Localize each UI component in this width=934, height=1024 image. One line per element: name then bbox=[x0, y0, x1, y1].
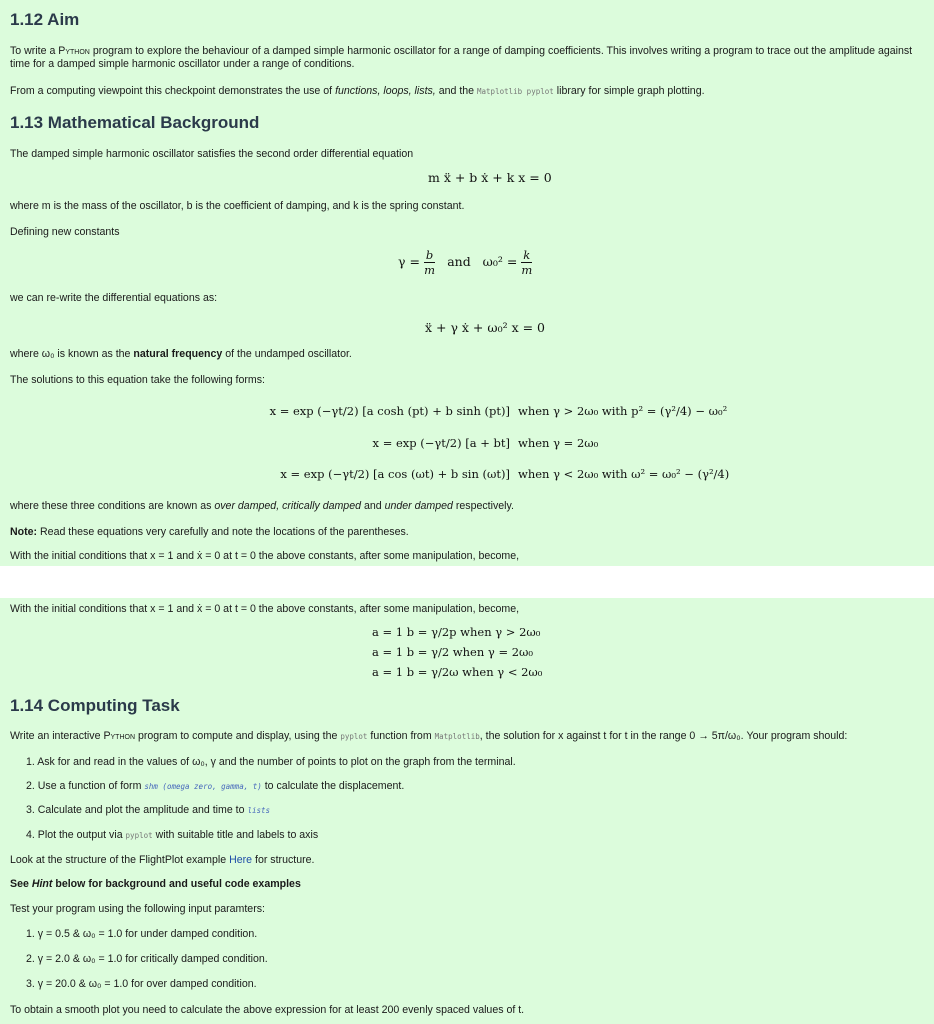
text: Write an interactive bbox=[10, 730, 101, 742]
text: , the solution for x against t for t in the range 0 → 5π/ω₀. Your program should: bbox=[479, 730, 848, 742]
math-paragraph-7 bbox=[10, 500, 514, 513]
numerator: b bbox=[425, 248, 434, 262]
text: program to explore the behaviour of a damped simple harmonic oscillator for a range of damping coefficients. This involves writing a program to trace out the amplitude against time for a damped simple harmonic oscillator under a range of conditions. bbox=[10, 45, 913, 70]
text: From a computing viewpoint this checkpoint demonstrates the use of bbox=[10, 85, 333, 97]
text: and the bbox=[438, 85, 475, 97]
text: to calculate the displacement. bbox=[264, 780, 405, 792]
task-paragraph-1 bbox=[10, 730, 847, 743]
text: Look at the structure of the FlightPlot example bbox=[10, 854, 227, 866]
math-paragraph-3: Defining new constants bbox=[10, 226, 120, 238]
solution-over-damped: x = exp (−γt/2) [a cosh (pt) + b sinh (pt)] bbox=[269, 404, 510, 418]
emphasis: under damped bbox=[384, 500, 453, 512]
and-word: and bbox=[447, 254, 471, 269]
equation-reduced: ẍ + γ ẋ + ω₀² x = 0 bbox=[425, 320, 545, 335]
bold-text: natural frequency bbox=[133, 348, 223, 360]
list-item bbox=[26, 829, 318, 841]
denominator: m bbox=[424, 263, 436, 277]
condition-critical: when γ = 2ω₀ bbox=[518, 436, 599, 450]
text: with suitable title and labels to axis bbox=[155, 829, 319, 841]
bold-text: See bbox=[10, 878, 29, 890]
initial-conditions-text: With the initial conditions that x = 1 and ẋ = 0 at t = 0 the above constants, after some manipulation, become, bbox=[10, 603, 520, 615]
fraction-k-over-m bbox=[521, 248, 532, 277]
solution-critical: x = exp (−γt/2) [a + bt] bbox=[372, 436, 510, 450]
text: where ω₀ is known as the bbox=[10, 348, 131, 360]
text: 2. Use a function of form bbox=[26, 780, 142, 792]
condition-under-damped: when γ < 2ω₀ with ω² = ω₀² − (γ²/4) bbox=[518, 467, 730, 481]
equation-ode: m ẍ + b ẋ + k x = 0 bbox=[428, 170, 552, 185]
code-matplotlib-pyplot: Matplotlib pyplot bbox=[477, 87, 554, 96]
gamma-def: γ = bbox=[398, 254, 420, 269]
list-item bbox=[26, 780, 404, 792]
text: and bbox=[363, 500, 382, 512]
code-shm-function: shm (omega zero, gamma, t) bbox=[144, 782, 262, 791]
math-paragraph-2: where m is the mass of the oscillator, b is the coefficient of damping, and k is the spring constant. bbox=[10, 200, 465, 212]
equation-constants bbox=[398, 248, 532, 277]
emphasis: over damped, critically damped bbox=[214, 500, 361, 512]
list-item bbox=[26, 804, 270, 816]
test-item: 2. γ = 2.0 & ω₀ = 1.0 for critically damped condition. bbox=[26, 953, 268, 965]
text: respectively. bbox=[455, 500, 514, 512]
text: of the undamped oscillator. bbox=[225, 348, 352, 360]
text: 4. Plot the output via bbox=[26, 829, 123, 841]
math-paragraph-5 bbox=[10, 348, 352, 361]
text: program to compute and display, using the bbox=[137, 730, 338, 742]
page-section-2 bbox=[0, 598, 934, 1024]
math-paragraph-6: The solutions to this equation take the following forms: bbox=[10, 374, 265, 386]
section-title-math: 1.13 Mathematical Background bbox=[10, 113, 260, 132]
text: To write a bbox=[10, 45, 56, 57]
solution-under-damped: x = exp (−γt/2) [a cos (ωt) + b sin (ωt)] bbox=[280, 467, 510, 481]
math-paragraph-8: With the initial conditions that x = 1 and ẋ = 0 at t = 0 the above constants, after some manipulation, become, bbox=[10, 550, 520, 562]
here-link[interactable]: Here bbox=[229, 854, 253, 866]
aim-paragraph-2 bbox=[10, 85, 705, 98]
bold-text: below for background and useful code examples bbox=[55, 878, 301, 890]
section-title-task: 1.14 Computing Task bbox=[10, 696, 180, 715]
constants-case-1: a = 1 b = γ/2p when γ > 2ω₀ bbox=[372, 625, 541, 639]
code-pyplot: pyplot bbox=[125, 831, 153, 840]
hint-paragraph bbox=[10, 878, 301, 891]
test-item: 3. γ = 20.0 & ω₀ = 1.0 for over damped condition. bbox=[26, 978, 257, 990]
note-text: Read these equations very carefully and note the locations of the parentheses. bbox=[40, 526, 409, 538]
denominator: m bbox=[521, 263, 533, 277]
task-paragraph-2 bbox=[10, 854, 314, 867]
text: library for simple graph plotting. bbox=[556, 85, 705, 97]
emphasis: functions, loops, lists, bbox=[335, 85, 436, 97]
text: where these three conditions are known as bbox=[10, 500, 212, 512]
note-label: Note: bbox=[10, 526, 38, 538]
python-name: Python bbox=[103, 730, 136, 742]
math-paragraph-1: The damped simple harmonic oscillator satisfies the second order differential equation bbox=[10, 148, 414, 160]
code-pyplot: pyplot bbox=[340, 732, 368, 741]
hint-word: Hint bbox=[31, 878, 53, 890]
section-title-aim: 1.12 Aim bbox=[10, 10, 80, 29]
constants-case-3: a = 1 b = γ/2ω when γ < 2ω₀ bbox=[372, 665, 543, 679]
omega-def: ω₀² = bbox=[482, 254, 518, 269]
code-matplotlib: Matplotlib bbox=[434, 732, 480, 741]
text: function from bbox=[370, 730, 432, 742]
math-paragraph-4: we can re-write the differential equations as: bbox=[10, 292, 218, 304]
task-paragraph-4: Test your program using the following input paramters: bbox=[10, 903, 265, 915]
test-item: 1. γ = 0.5 & ω₀ = 1.0 for under damped condition. bbox=[26, 928, 258, 940]
note bbox=[10, 526, 409, 539]
task-paragraph-5: To obtain a smooth plot you need to calculate the above expression for at least 200 evenly spaced values of t. bbox=[10, 1004, 525, 1016]
aim-paragraph-1 bbox=[10, 45, 924, 71]
text: for structure. bbox=[255, 854, 315, 866]
constants-case-2: a = 1 b = γ/2 when γ = 2ω₀ bbox=[372, 645, 534, 659]
python-name: Python bbox=[58, 45, 90, 57]
condition-over-damped: when γ > 2ω₀ with p² = (γ²/4) − ω₀² bbox=[518, 404, 728, 418]
text: 3. Calculate and plot the amplitude and time to bbox=[26, 804, 245, 816]
list-item: 1. Ask for and read in the values of ω₀, γ and the number of points to plot on the graph from the terminal. bbox=[26, 756, 516, 768]
code-lists: lists bbox=[247, 806, 271, 815]
fraction-b-over-m bbox=[424, 248, 435, 277]
numerator: k bbox=[523, 248, 531, 262]
